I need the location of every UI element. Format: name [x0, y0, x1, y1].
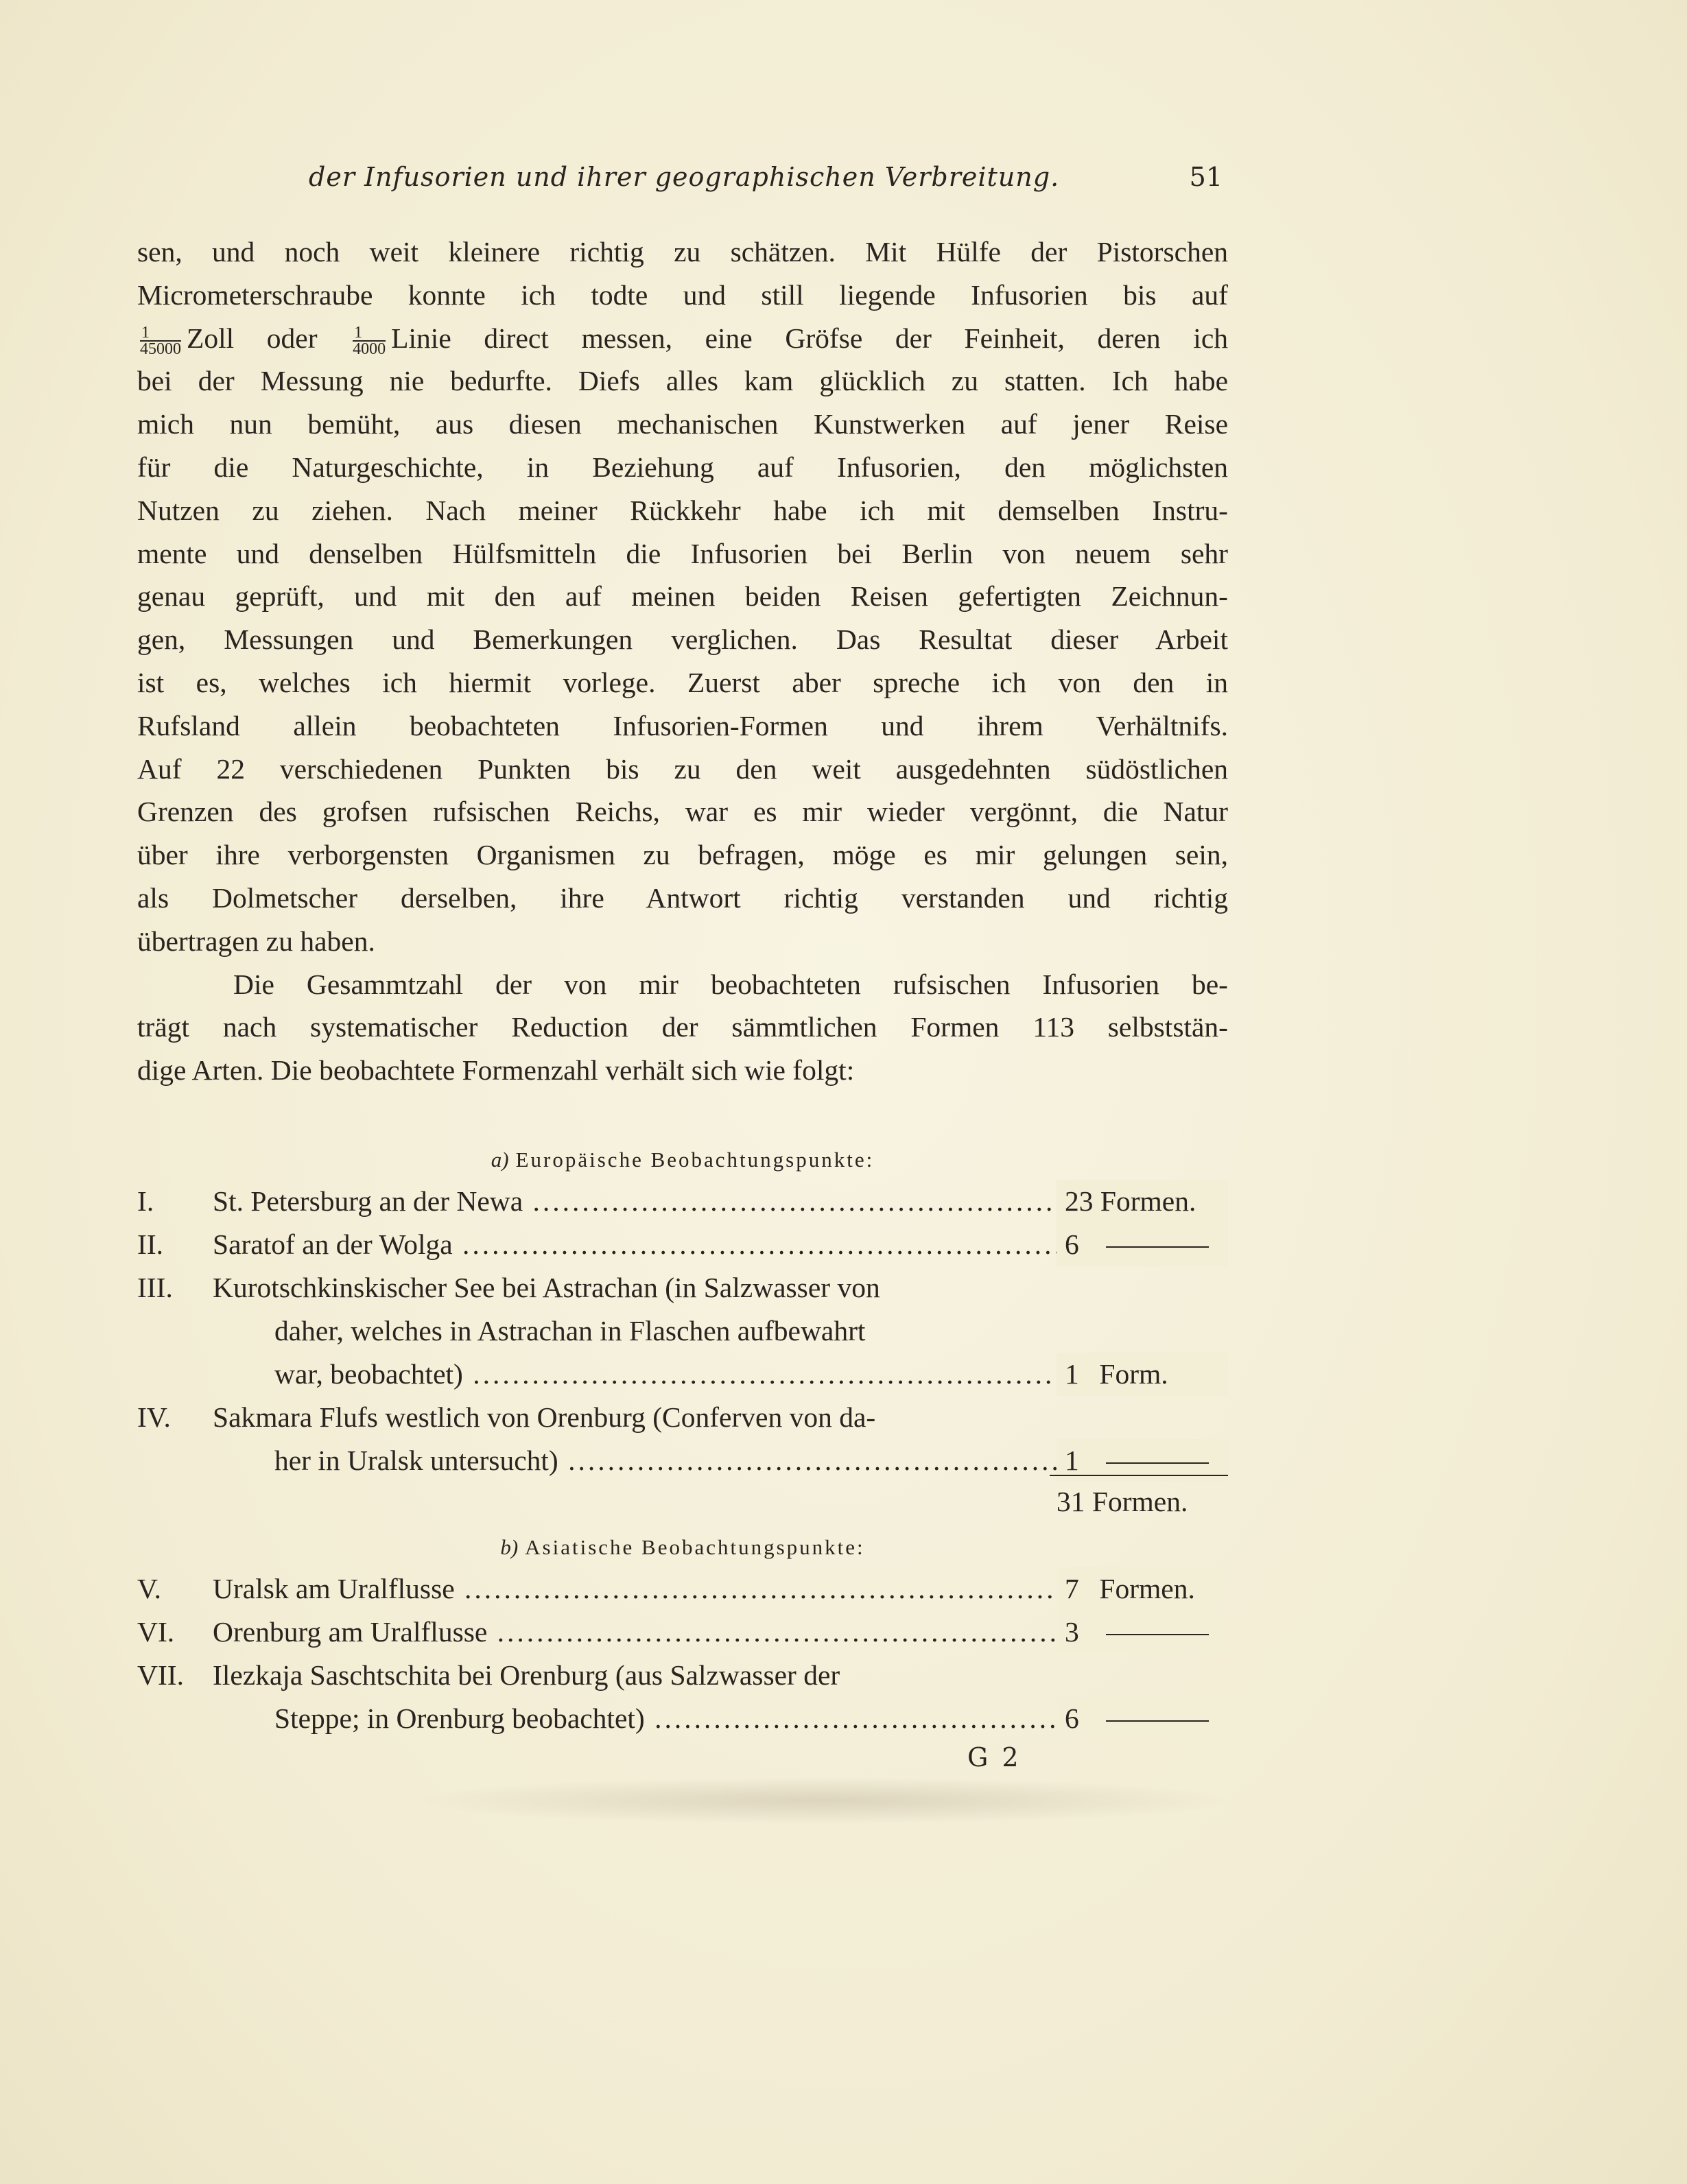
entry-text: Orenburg am Uralflusse .....	[213, 1611, 1180, 1654]
running-title: der Infusorien und ihrer geographischen Verbreitung.	[309, 162, 1060, 192]
list-item	[137, 1266, 1228, 1309]
entry-number: VII.	[137, 1659, 184, 1691]
entry-text: Kurotschkinskischer See bei Astrachan (in Salzwasser von	[213, 1272, 880, 1303]
text-line: bei der Messung nie bedurfte. Diefs alles kam glücklich zu statten. Ich habe	[137, 365, 1228, 397]
page-shadow	[412, 1777, 1235, 1825]
text-line: gen, Messungen und Bemerkungen verglichen. Das Resultat dieser Arbeit	[137, 624, 1228, 656]
list-item	[137, 1180, 1228, 1223]
entry-text: St. Petersburg an der Newa .....	[213, 1180, 1180, 1223]
entry-number: V.	[137, 1573, 161, 1604]
text-line: über ihre verborgensten Organismen zu befragen, möge es mir gelungen sein,	[137, 839, 1228, 871]
text-line: mente und denselben Hülfsmitteln die Infusorien bei Berlin von neuem sehr	[137, 537, 1228, 569]
list-item-continuation	[137, 1697, 1228, 1740]
text-line: für die Naturgeschichte, in Beziehung auf Infusorien, den möglichsten	[137, 451, 1228, 483]
text-line: Die Gesammtzahl der von mir beobachteten rufsischen Infusorien be-	[233, 968, 1228, 1000]
list-item	[137, 1611, 1228, 1654]
entry-text: Ilezkaja Saschtschita bei Orenburg (aus Salzwasser der	[213, 1659, 840, 1691]
text-line: ist es, welches ich hiermit vorlege. Zuerst aber spreche ich von den in	[137, 666, 1228, 698]
page-number: 51	[1189, 162, 1223, 192]
text-line: trägt nach systematischer Reduction der sämmtlichen Formen 113 selbststän-	[137, 1011, 1228, 1043]
text-line: $\frac{1}{45000}$ Zoll oder $\frac{1}{4000}$ Linie direct messen, eine Gröfse der Feinheit, deren ich	[140, 322, 1228, 359]
entry-number: IV.	[137, 1401, 171, 1433]
entry-count: 1	[1057, 1439, 1228, 1482]
list-item	[137, 1223, 1228, 1266]
page-header	[137, 162, 1228, 203]
entry-count: 6	[1057, 1697, 1228, 1740]
entry-text: war, beobachtet) .....	[274, 1353, 1180, 1396]
list-item	[137, 1567, 1228, 1611]
text-line: übertragen zu haben.	[137, 925, 375, 957]
entry-number: VI.	[137, 1616, 175, 1648]
section-heading-europe: a) Europäische Beobachtungspunkte:	[491, 1148, 875, 1172]
entry-number: II.	[137, 1228, 164, 1260]
fraction: $\frac{1}{45000}$	[140, 324, 181, 359]
entry-text: her in Uralsk untersucht) .....	[274, 1439, 1180, 1482]
paragraph-1	[137, 230, 1228, 963]
fraction: $\frac{1}{4000}$	[353, 324, 386, 359]
ditto-mark	[1106, 1634, 1209, 1635]
entry-text: Saratof an der Wolga .....	[213, 1223, 1180, 1266]
text-line: genau geprüft, und mit den auf meinen beiden Reisen gefertigten Zeichnun-	[137, 580, 1228, 613]
entry-text: daher, welches in Astrachan in Flaschen aufbewahrt	[274, 1315, 866, 1346]
text-line: Auf 22 verschiedenen Punkten bis zu den weit ausgedehnten südöstlichen	[137, 752, 1228, 785]
list-item-continuation	[137, 1309, 1228, 1353]
entry-count: 6	[1057, 1223, 1228, 1266]
entry-text: Uralsk am Uralflusse .....	[213, 1567, 1180, 1611]
text-line: sen, und noch weit kleinere richtig zu schätzen. Mit Hülfe der Pistorschen	[137, 236, 1228, 268]
text-line: mich nun bemüht, aus diesen mechanischen Kunstwerken auf jener Reise	[137, 408, 1228, 440]
entry-number: III.	[137, 1272, 173, 1303]
entry-number: I.	[137, 1185, 154, 1217]
list-item	[137, 1396, 1228, 1439]
list-item-continuation	[137, 1353, 1228, 1396]
ditto-mark	[1106, 1462, 1209, 1464]
entry-count: 3	[1057, 1611, 1228, 1654]
text-line: als Dolmetscher derselben, ihre Antwort richtig verstanden und richtig	[137, 881, 1228, 914]
text-line: Grenzen des grofsen rufsischen Reichs, war es mir wieder vergönnt, die Natur	[137, 796, 1228, 828]
text-line: Rufsland allein beobachteten Infusorien-Formen und ihrem Verhältnifs.	[137, 709, 1228, 741]
body-text	[137, 230, 1228, 1092]
text-line: dige Arten. Die beobachtete Formenzahl verhält sich wie folgt:	[137, 1054, 855, 1087]
entry-count: 1 Form.	[1057, 1353, 1228, 1396]
entry-text: Steppe; in Orenburg beobachtet) .....	[274, 1697, 1180, 1740]
entry-text: Sakmara Flufs westlich von Orenburg (Conferven von da-	[213, 1401, 876, 1433]
signature-mark: G 2	[967, 1742, 1022, 1772]
ditto-mark	[1106, 1246, 1209, 1248]
ditto-mark	[1106, 1720, 1209, 1722]
section-heading-asia: b) Asiatische Beobachtungspunkte:	[500, 1535, 865, 1559]
list-item	[137, 1654, 1228, 1697]
text-line: Nutzen zu ziehen. Nach meiner Rückkehr habe ich mit demselben Instru-	[137, 494, 1228, 526]
entry-count: 23 Formen.	[1057, 1180, 1228, 1223]
text-line: Micrometerschraube konnte ich todte und still liegende Infusorien bis auf	[137, 278, 1228, 311]
entry-count: 7 Formen.	[1057, 1567, 1228, 1611]
paragraph-2	[137, 963, 1228, 1092]
section-sum: 31 Formen.	[1057, 1486, 1188, 1517]
sum-rule	[1050, 1475, 1228, 1476]
